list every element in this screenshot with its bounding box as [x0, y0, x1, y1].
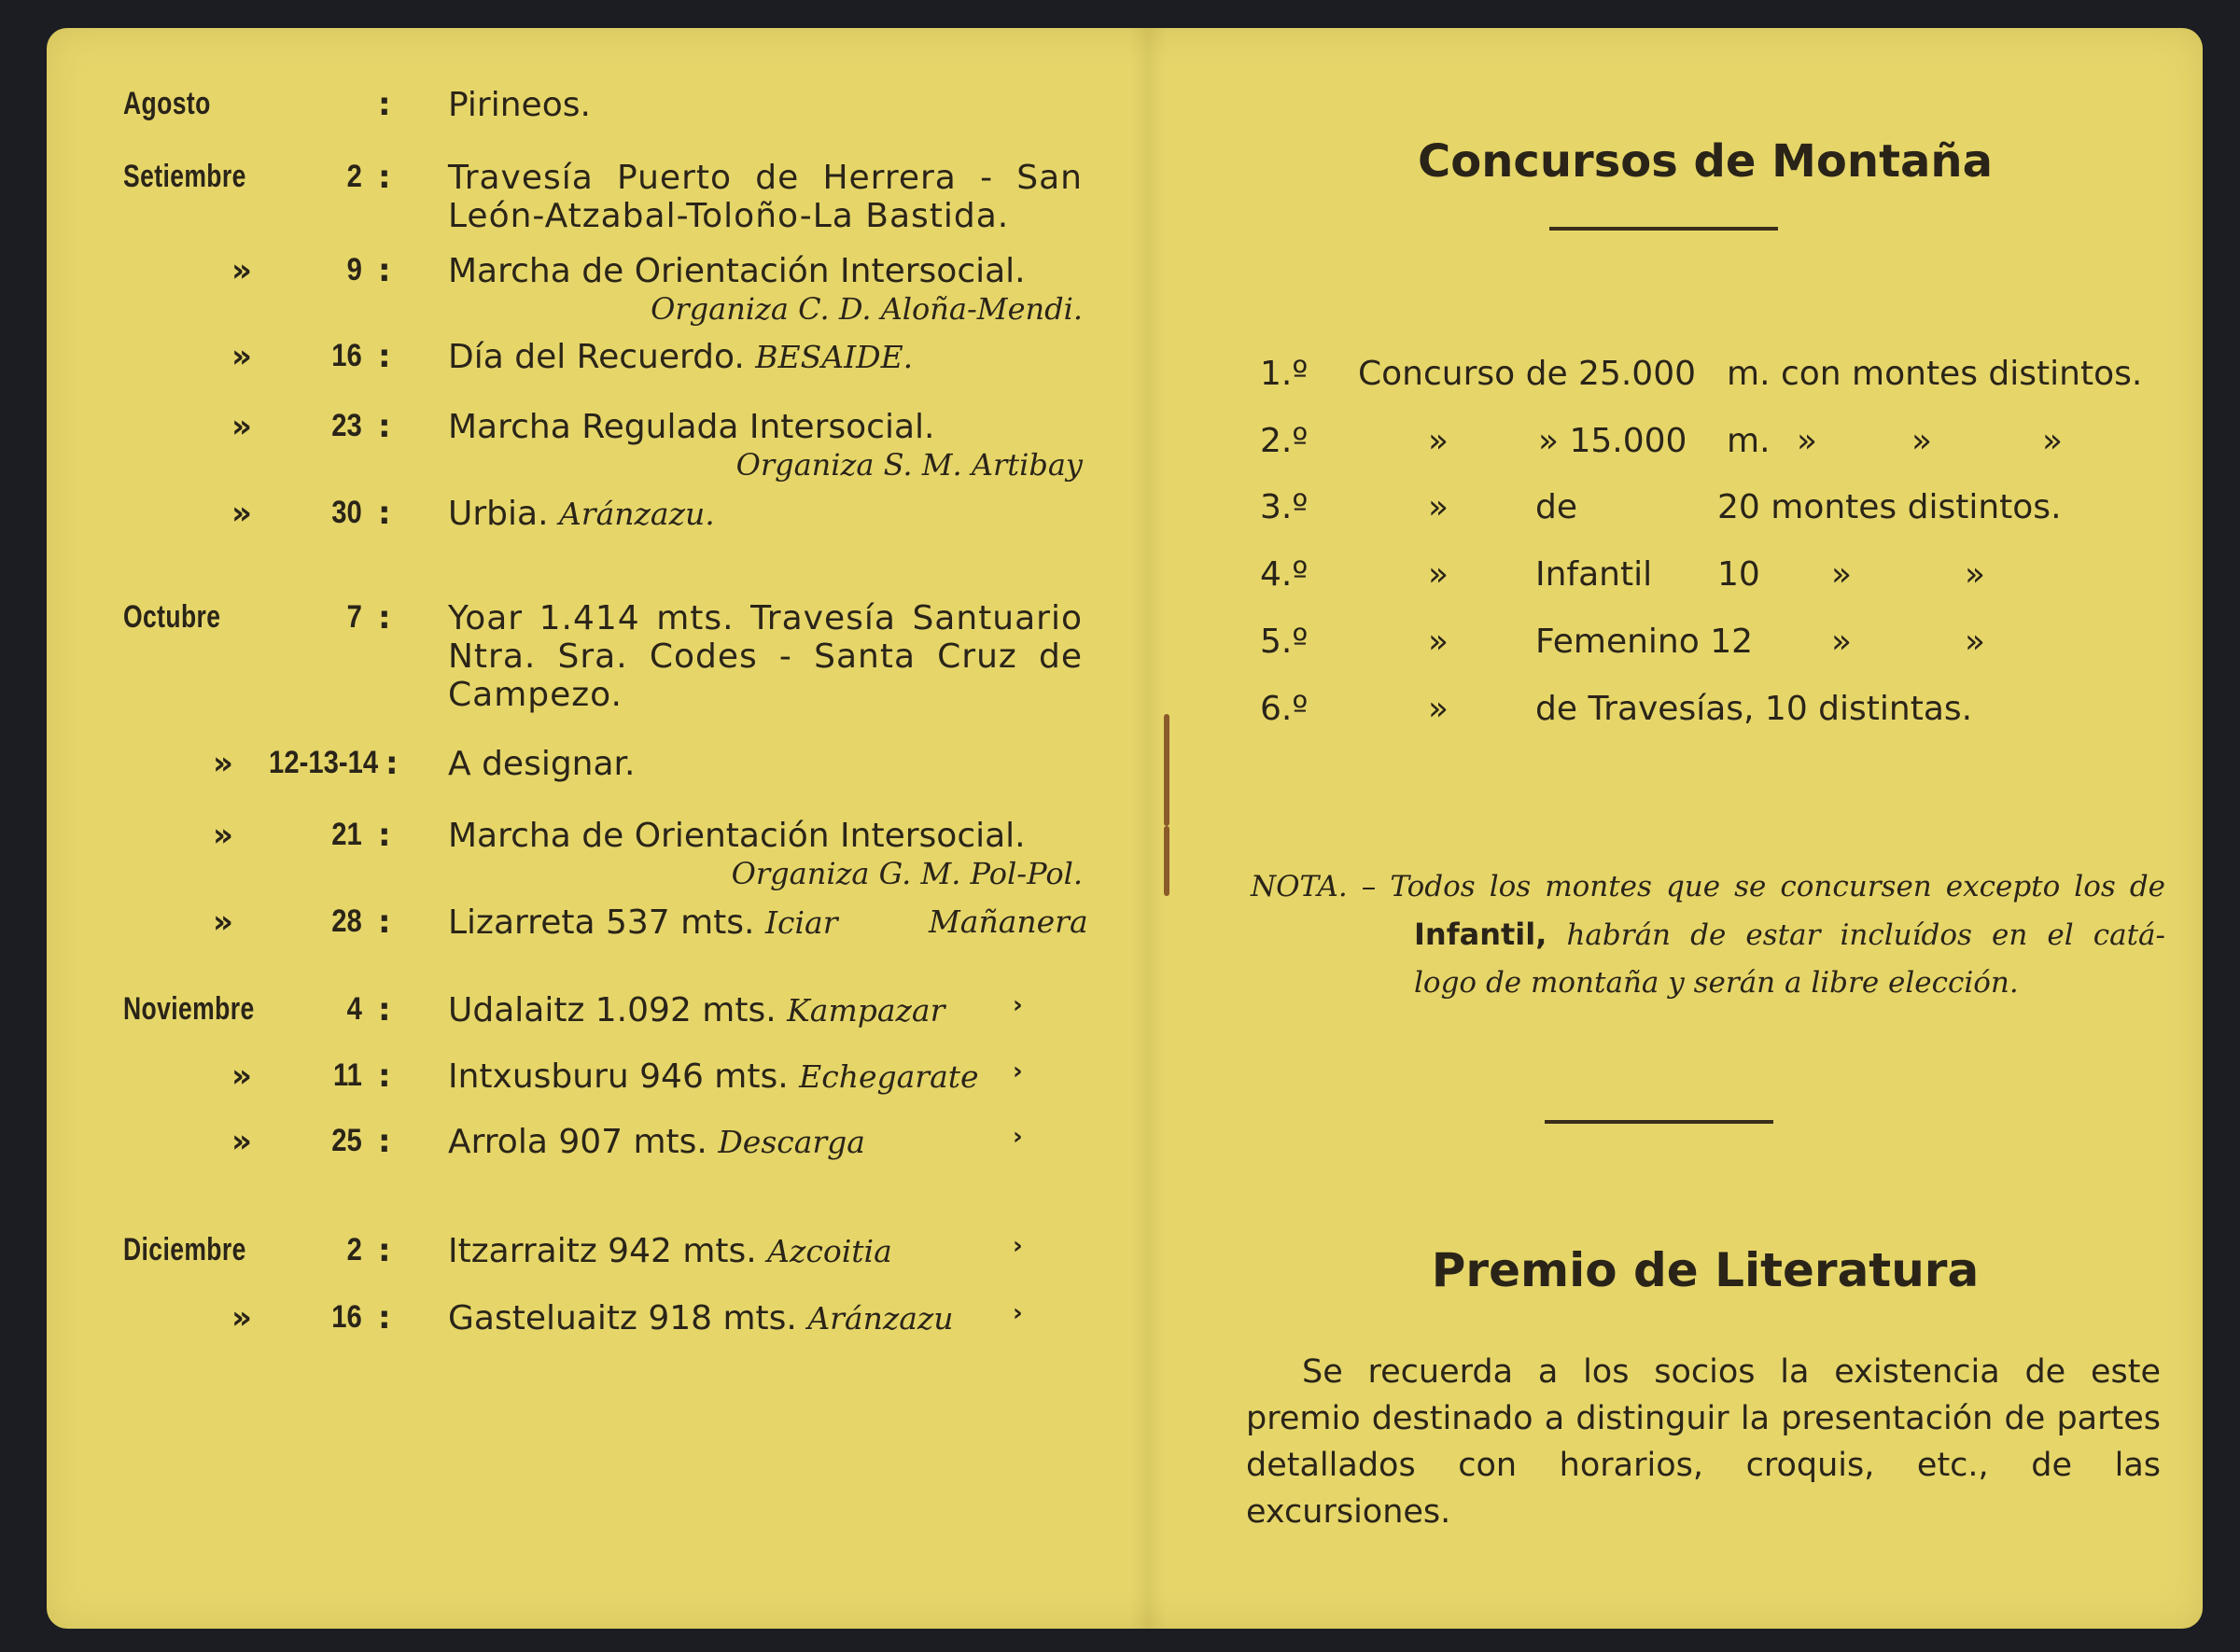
premio-title: Premio de Literatura [1431, 1243, 1980, 1297]
event-desc [448, 1232, 1083, 1270]
contest-desc: Infantil [1535, 555, 1653, 594]
nota-line [1251, 911, 2165, 959]
colon: : [378, 495, 391, 532]
event-desc [448, 495, 1083, 533]
nota-label: NOTA. – [1251, 870, 1377, 903]
ditto-mark: » [1797, 422, 1818, 460]
event-desc [448, 991, 1083, 1029]
ditto-mark: » [1428, 488, 1449, 526]
organizer: Organiza C. D. Aloña-Mendi. [651, 291, 1083, 327]
day-label: 16 [331, 338, 362, 373]
day-label: 2 [346, 1232, 362, 1267]
divider [1545, 1120, 1773, 1124]
contest-desc: Femenino 12 [1535, 623, 1754, 661]
divider [1549, 227, 1778, 231]
booklet-spread [47, 28, 2203, 1629]
desc-line: Ntra. Sra. Codes - Santa Cruz de [448, 637, 1083, 676]
contest-number: 2.º [1260, 422, 1309, 460]
contest-desc: m. [1727, 422, 1771, 460]
colon: : [378, 991, 391, 1029]
event-desc [448, 599, 1083, 714]
desc-line: León-Atzabal-Toloño-La Bastida. [448, 197, 1010, 235]
colon: : [378, 599, 391, 637]
event-desc [448, 1123, 1083, 1161]
day-label: 25 [331, 1123, 362, 1158]
colon: : [378, 1232, 391, 1269]
ditto-mark: » [213, 903, 233, 941]
day-label: 16 [331, 1299, 362, 1335]
nota-line: logo de montaña y serán a libre elección. [1414, 966, 2019, 1000]
ditto-mark: » [231, 1057, 252, 1095]
colon: : [385, 745, 399, 782]
desc-text: Urbia. [448, 495, 549, 533]
organizer: Organiza G. M. Pol-Pol. [731, 856, 1083, 891]
premio-text-block [1246, 1349, 2161, 1535]
colon: : [378, 159, 391, 196]
contest-desc: de [1535, 488, 1577, 526]
colon: : [378, 1299, 391, 1337]
ditto-mark: » [231, 1299, 252, 1337]
ditto-mark: » [1831, 555, 1853, 594]
ditto-mark: » [1428, 555, 1449, 594]
colon: : [378, 408, 391, 445]
day-label: 2 [346, 159, 362, 194]
month-label: Diciembre [123, 1232, 246, 1267]
nota-text: habrán de estar incluídos en el catá- [1566, 918, 2166, 952]
desc-text: Intxusburu 946 mts. [448, 1057, 789, 1096]
month-label: Octubre [123, 599, 221, 635]
day-label: 12-13-14 [268, 745, 378, 780]
nota-line [1251, 863, 2165, 911]
day-label: 28 [331, 903, 362, 939]
place: Azcoitia [767, 1233, 892, 1269]
month-label: Agosto [123, 86, 211, 121]
month-label: Noviembre [123, 991, 255, 1027]
ditto-mark: » [231, 338, 252, 375]
desc-text: Udalaitz 1.092 mts. [448, 991, 777, 1029]
ditto-mark: » [1965, 555, 1986, 594]
ditto-mark: » [213, 745, 233, 782]
place: Aránzazu. [558, 496, 715, 532]
event-desc [448, 338, 1083, 376]
event-desc: Marcha de Orientación Intersocial. [448, 817, 1026, 855]
event-desc: A designar. [448, 745, 636, 783]
desc-text: Lizarreta 537 mts. [448, 903, 755, 942]
ditto-mark: › [1013, 1057, 1023, 1085]
desc-line: Campezo. [448, 676, 623, 714]
place: Aránzazu [807, 1300, 954, 1337]
ditto-mark: » [1965, 623, 1986, 661]
event-desc: Marcha Regulada Intersocial. [448, 408, 935, 446]
contest-number: 5.º [1260, 623, 1309, 661]
ditto-mark: » [231, 495, 252, 532]
place: BESAIDE. [755, 339, 914, 375]
ditto-mark: » [1428, 623, 1449, 661]
ditto-mark: » [1911, 422, 1933, 460]
desc-line: Travesía Puerto de Herrera - San [448, 159, 1083, 197]
contest-number: 3.º [1260, 488, 1309, 526]
day-label: 21 [331, 817, 362, 852]
place: Descarga [718, 1124, 865, 1160]
ditto-mark: » [1831, 623, 1853, 661]
ditto-mark: › [1013, 991, 1023, 1019]
day-label: 9 [346, 252, 362, 287]
ditto-mark: » [2042, 422, 2064, 460]
ditto-mark: › [1013, 1232, 1023, 1260]
month-label: Setiembre [123, 159, 246, 194]
ditto-mark: » [1428, 422, 1449, 460]
contest-desc: 20 montes distintos. [1717, 488, 2062, 526]
contest-number: 6.º [1260, 690, 1309, 728]
ditto-mark: › [1013, 1123, 1023, 1151]
contest-number: 1.º [1260, 355, 1309, 393]
nota-bold: Infantil, [1414, 917, 1547, 952]
contest-desc: 10 [1717, 555, 1760, 594]
colon: : [378, 252, 391, 289]
colon: : [378, 86, 391, 123]
nota-text: Todos los montes que se concursen excepto los de [1390, 870, 2166, 903]
ditto-mark: » [231, 252, 252, 289]
organizer: Organiza S. M. Artibay [735, 447, 1083, 483]
day-label: 7 [346, 599, 362, 635]
schedule-page [47, 28, 1129, 1615]
event-desc [448, 1299, 1083, 1337]
desc-line: Yoar 1.414 mts. Travesía Santuario [448, 599, 1083, 637]
staple [1164, 714, 1169, 826]
desc-text: Gasteluaitz 918 mts. [448, 1299, 797, 1337]
day-label: 4 [346, 991, 362, 1027]
place: Iciar [764, 904, 838, 941]
place: Echegarate [799, 1058, 979, 1095]
event-desc [448, 1057, 1083, 1096]
ditto-mark: » [231, 408, 252, 445]
colon: : [378, 1057, 391, 1095]
day-label: 23 [331, 408, 362, 443]
desc-text: Itzarraitz 942 mts. [448, 1232, 757, 1270]
contest-desc: m. con montes distintos. [1727, 355, 2143, 393]
event-desc [448, 159, 1083, 235]
event-desc: Marcha de Orientación Intersocial. [448, 252, 1026, 290]
place: Kampazar [787, 992, 945, 1029]
contest-desc: Concurso de 25.000 [1358, 355, 1697, 393]
staple [1164, 826, 1169, 896]
ditto-mark: » [1428, 690, 1449, 728]
time-note: Mañanera [929, 903, 1088, 940]
contest-desc: » 15.000 [1538, 422, 1687, 460]
ditto-mark: » [231, 1123, 252, 1160]
premio-text: Se recuerda a los socios la existencia de este premio destinado a distinguir la presentación de partes detallados con horarios, croquis, etc., de las excursiones. [1246, 1353, 2161, 1531]
ditto-mark: » [213, 817, 233, 854]
colon: : [378, 903, 391, 941]
colon: : [378, 817, 391, 854]
concursos-title: Concursos de Montaña [1418, 135, 1993, 188]
desc-text: Arrola 907 mts. [448, 1123, 707, 1161]
ditto-mark: › [1013, 1299, 1023, 1327]
day-label: 11 [333, 1057, 362, 1093]
colon: : [378, 1123, 391, 1160]
colon: : [378, 338, 391, 375]
contest-desc: de Travesías, 10 distintas. [1535, 690, 1973, 728]
day-label: 30 [331, 495, 362, 530]
desc-text: Día del Recuerdo. [448, 338, 745, 376]
event-desc: Pirineos. [448, 86, 591, 124]
nota-block [1251, 863, 2165, 1007]
contest-number: 4.º [1260, 555, 1309, 594]
